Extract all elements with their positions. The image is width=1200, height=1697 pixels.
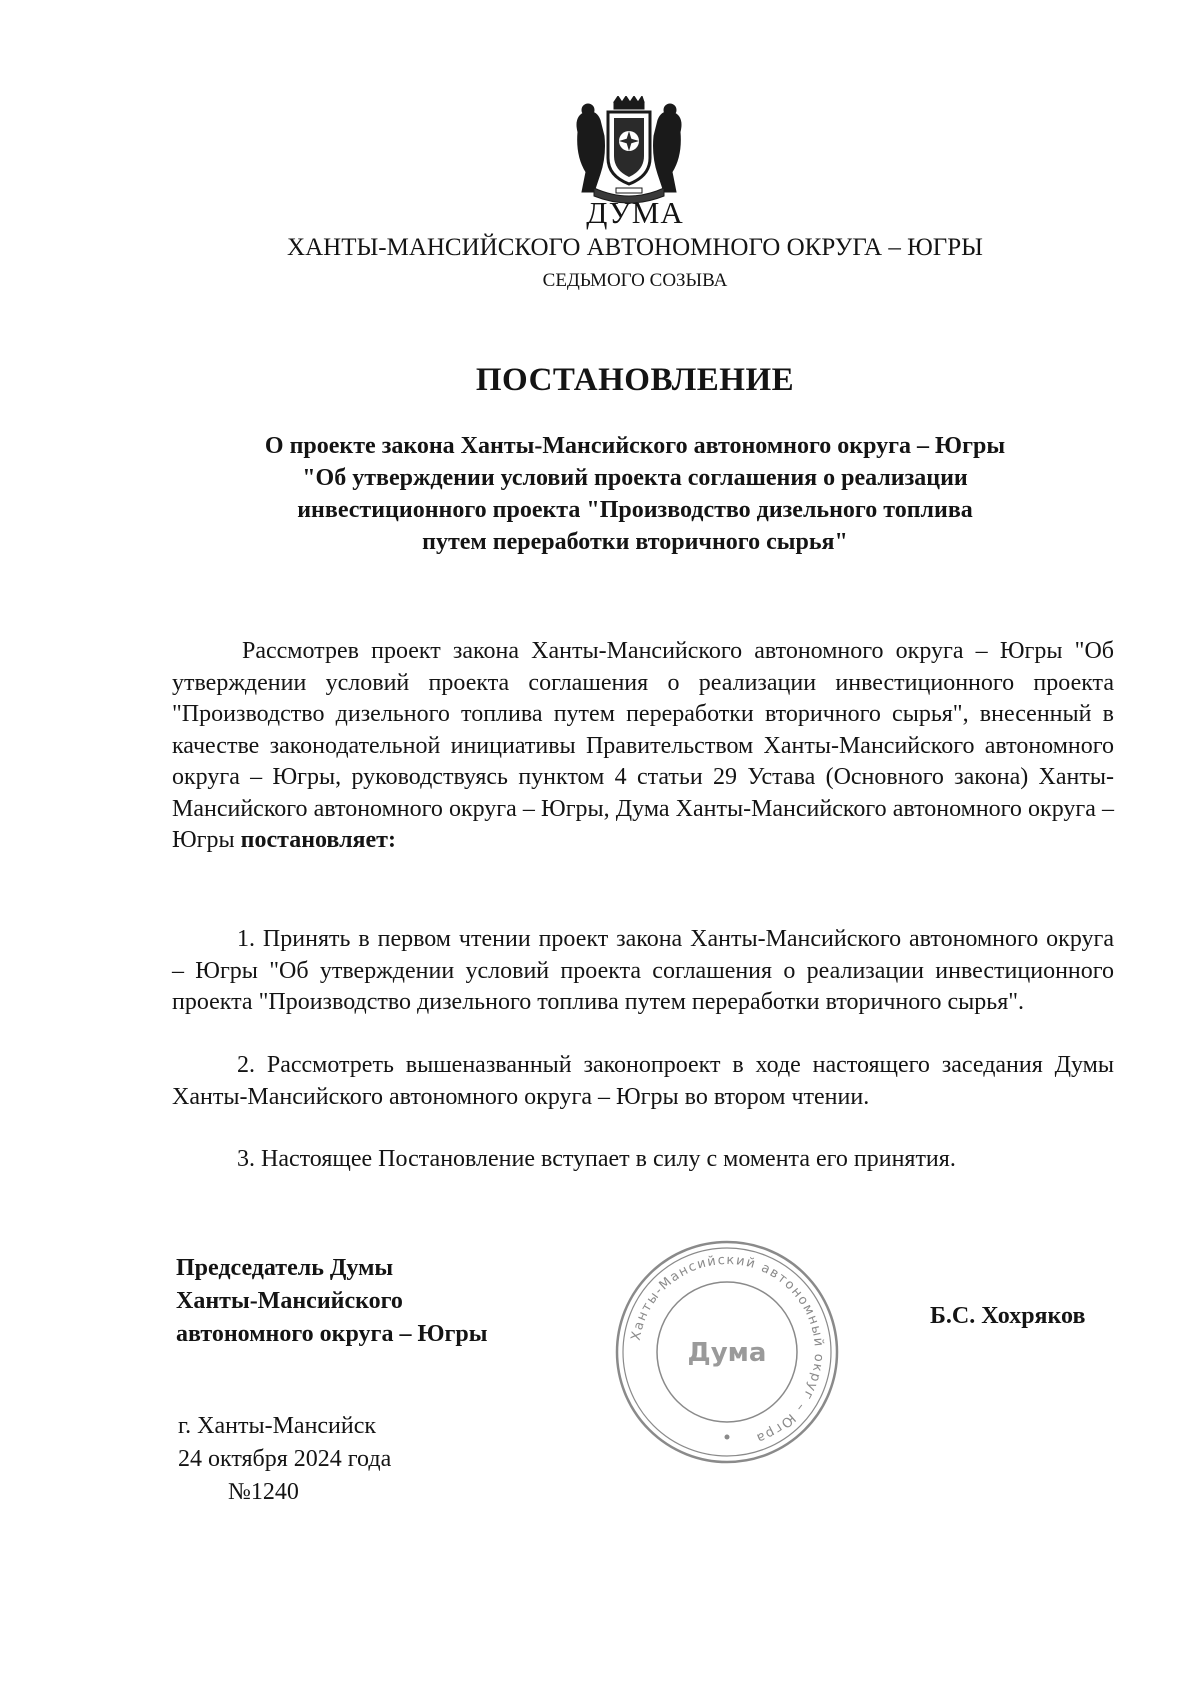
- subject-line: путем переработки вторичного сырья": [422, 529, 848, 555]
- resolution-item-1: 1. Принять в первом чтении проект закона Ханты-Мансийского автономного округа – Югры "Об утверждении условий проекта соглашения о реализации инвестиционного проекта "Производство дизельного топлива путем переработки вторичного сырья".: [172, 926, 1114, 1015]
- signatory-title-line: Ханты-Мансийского: [176, 1288, 403, 1314]
- resolution-item-3: 3. Настоящее Постановление вступает в силу с момента его принятия.: [237, 1146, 956, 1172]
- preamble-paragraph: [172, 636, 1114, 857]
- official-seal-icon: [612, 1237, 842, 1467]
- subject-line: О проекте закона Ханты-Мансийского автономного округа – Югры: [264, 433, 1006, 459]
- resolves-keyword: постановляет:: [240, 827, 396, 853]
- signatory-name: Б.С. Хохряков: [930, 1303, 1086, 1329]
- document-subject: [180, 430, 1090, 558]
- subject-line: "Об утверждении условий проекта соглашения о реализации: [302, 465, 968, 491]
- region-name: ХАНТЫ-МАНСИЙСКОГО АВТОНОМНОГО ОКРУГА – ЮГРЫ: [287, 234, 983, 261]
- signatory-title: [176, 1252, 596, 1351]
- signatory-title-line: Председатель Думы: [176, 1255, 394, 1281]
- organization-name: ДУМА: [586, 195, 684, 230]
- document-number: №1240: [228, 1479, 299, 1505]
- coat-of-arms-icon: [570, 96, 688, 206]
- document-type: ПОСТАНОВЛЕНИЕ: [475, 362, 795, 398]
- seal-ring-text: Ханты-Мансийский автономный округ – Югра: [628, 1252, 827, 1446]
- signatory-title-line: автономного округа – Югры: [176, 1321, 488, 1347]
- subject-line: инвестиционного проекта "Производство дизельного топлива: [297, 497, 973, 523]
- preamble-text: Рассмотрев проект закона Ханты-Мансийского автономного округа – Югры "Об утверждении условий проекта соглашения о реализации инвестиционного проекта "Производство дизельного топлива путем переработки вторичного сырья", внесенный в качестве законодательной инициативы Правительством Ханты-Мансийского автономного округа – Югры, руководствуясь пунктом 4 статьи 29 Устава (Основного закона) Ханты-Мансийского автономного округа – Югры, Дума Ханты-Мансийского автономного округа – Югры: [172, 638, 1114, 853]
- issue-date: 24 октября 2024 года: [178, 1446, 392, 1472]
- place-of-issue: г. Ханты-Мансийск: [178, 1413, 377, 1439]
- convocation: СЕДЬМОГО СОЗЫВА: [542, 270, 728, 291]
- resolution-item-2: 2. Рассмотреть вышеназванный законопроект в ходе настоящего заседания Думы Ханты-Мансийского автономного округа – Югры во втором чтении.: [172, 1052, 1114, 1110]
- seal-center-text: Дума: [687, 1338, 767, 1368]
